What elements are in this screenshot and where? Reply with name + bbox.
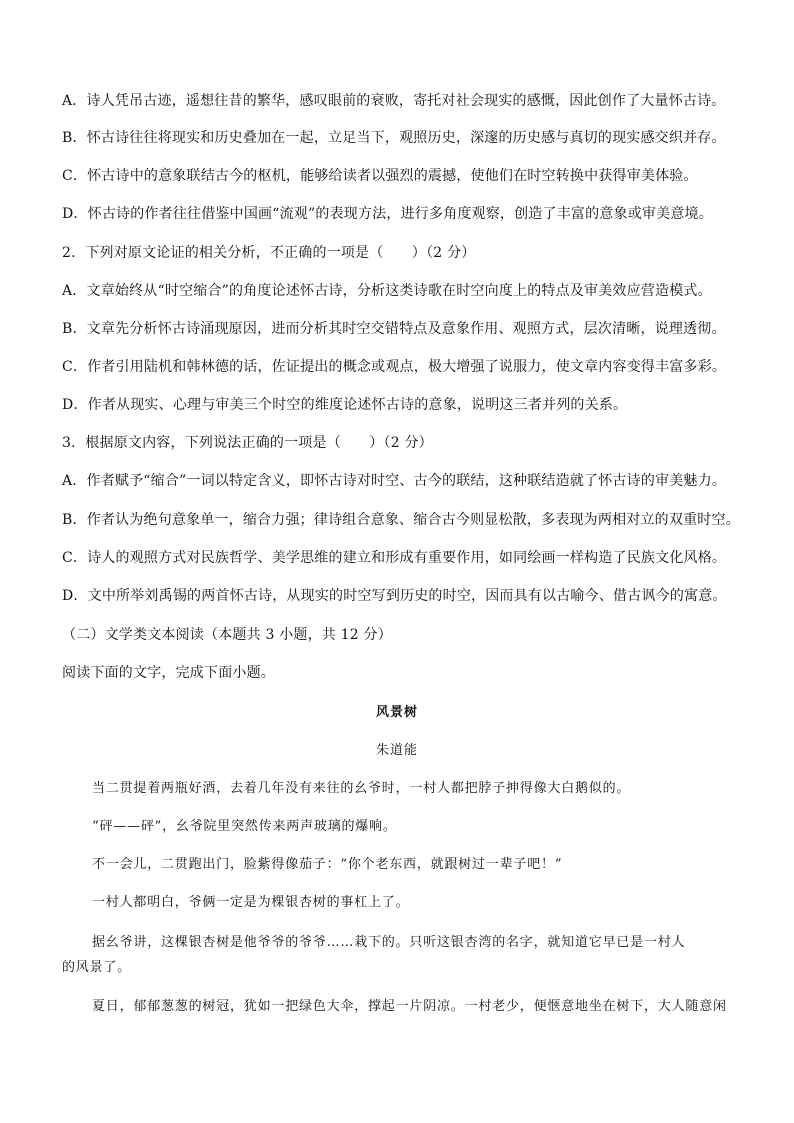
story-author: 朱道能 <box>375 743 418 758</box>
q1-option-c: C．怀古诗中的意象联结古今的枢机，能够给读者以强烈的震撼，使他们在时空转换中获得审美体验。 <box>62 168 698 184</box>
story-paragraph: 一村人都明白，爷俩一定是为棵银杏树的事杠上了。 <box>92 895 410 910</box>
story-paragraph: 不一会儿，二贯跑出门，脸紫得像茄子：“你个老东西，就跟树过一辈子吧！” <box>92 857 563 872</box>
q3-stem: 3．根据原文内容，下列说法正确的一项是（ ）（2 分） <box>62 435 433 451</box>
story-title: 风景树 <box>375 705 418 720</box>
story-paragraph: 夏日，郁郁葱葱的树冠，犹如一把绿色大伞，撑起一片阴凉。一村老少，便惬意地坐在树下，大人随意闲 <box>92 999 727 1014</box>
q2-stem: 2．下列对原文论证的相关分析，不正确的一项是（ ）（2 分） <box>62 245 476 261</box>
q2-option-a: A．文章始终从“时空缩合”的角度论述怀古诗，分析这类诗歌在时空向度上的特点及审美效应营造模式。 <box>62 283 712 299</box>
q1-option-b: B．怀古诗往往将现实和历史叠加在一起，立足当下，观照历史，深邃的历史感与真切的现实感交织并存。 <box>62 130 726 146</box>
story-paragraph: 据幺爷讲，这棵银杏树是他爷爷的爷爷……栽下的。只听这银杏湾的名字，就知道它早已是一村人 <box>92 935 686 950</box>
q1-option-a: A．诗人凭吊古迹，遥想往昔的繁华，感叹眼前的衰败，寄托对社会现实的感慨，因此创作了大量怀古诗。 <box>62 93 726 109</box>
q3-option-b: B．作者认为绝句意象单一，缩合力强；律诗组合意象、缩合古今则显松散，多表现为两相对立的双重时空。 <box>62 512 740 528</box>
q3-option-d: D．文中所举刘禹锡的两首怀古诗，从现实的时空写到历史的时空，因而具有以古喻今、借古讽今的寓意。 <box>62 588 727 604</box>
story-paragraph-continued: 的风景了。 <box>62 960 132 975</box>
q2-option-d: D．作者从现实、心理与审美三个时空的维度论述怀古诗的意象，说明这三者并列的关系。 <box>62 397 628 413</box>
q3-option-a: A．作者赋予“缩合”一词以特定含义，即怀古诗对时空、古今的联结，这种联结造就了怀古诗的审美魅力。 <box>62 473 727 489</box>
q2-option-c: C．作者引用陆机和韩林德的话，佐证提出的概念或观点，极大增强了说服力，使文章内容变得丰富多彩。 <box>62 359 727 375</box>
q3-option-c: C．诗人的观照方式对民族哲学、美学思维的建立和形成有重要作用，如同绘画一样构造了民族文化风格。 <box>62 550 727 566</box>
story-paragraph: “砰——砰”，幺爷院里突然传来两声玻璃的爆响。 <box>92 819 397 834</box>
q1-option-d: D．怀古诗的作者往往借鉴中国画“流观”的表现方法，进行多角度观察，创造了丰富的意象或审美意境。 <box>62 206 713 222</box>
q2-option-b: B．文章先分析怀古诗涌现原因，进而分析其时空交错特点及意象作用、观照方式，层次清晰，说理透彻。 <box>62 321 726 337</box>
section-heading: （二）文学类文本阅读（本题共 3 小题，共 12 分） <box>62 627 392 643</box>
reading-instruction: 阅读下面的文字，完成下面小题。 <box>62 665 275 681</box>
story-paragraph: 当二贯提着两瓶好酒，去着几年没有来往的幺爷时，一村人都把脖子抻得像大白鹅似的。 <box>92 781 631 796</box>
